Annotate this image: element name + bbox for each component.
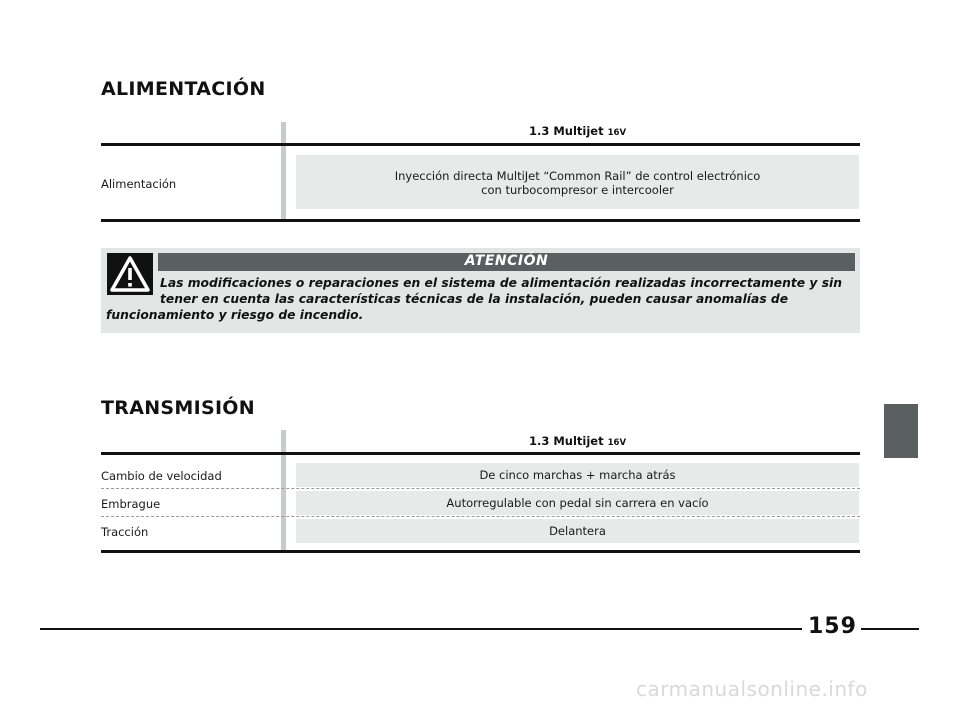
watermark: carmanualsonline.info bbox=[636, 677, 868, 701]
column-header-sub: 16V bbox=[607, 438, 627, 448]
row-label-cambio: Cambio de velocidad bbox=[101, 469, 222, 483]
row-divider bbox=[101, 488, 860, 489]
column-separator bbox=[281, 430, 286, 551]
table-bottom-rule bbox=[101, 219, 860, 222]
chapter-side-tab bbox=[884, 404, 918, 458]
warning-text-line-1: Las modificaciones o reparaciones en el sistema de alimentación realizadas incorrectamente y sin bbox=[160, 276, 842, 290]
row-divider bbox=[101, 516, 860, 517]
row-value-traccion: Delantera bbox=[296, 519, 859, 543]
footer-rule-left bbox=[40, 628, 802, 630]
warning-triangle-icon bbox=[107, 253, 153, 295]
table-bottom-rule bbox=[101, 550, 860, 553]
table-top-rule bbox=[101, 143, 860, 146]
column-header-main: 1.3 Multijet bbox=[528, 434, 604, 448]
row-value-alimentacion bbox=[296, 155, 859, 209]
row-label-traccion: Tracción bbox=[101, 525, 149, 539]
warning-heading: ATENCIÓN bbox=[158, 253, 855, 271]
warning-text-line-3: funcionamiento y riesgo de incendio. bbox=[106, 308, 364, 322]
row-value-line-1: Inyección directa MultiJet “Common Rail” de control electrónico bbox=[394, 169, 761, 183]
row-value-line-2: con turbocompresor e intercooler bbox=[481, 183, 674, 197]
section-title-alimentacion: ALIMENTACIÓN bbox=[101, 78, 266, 100]
section-title-transmision: TRANSMISIÓN bbox=[101, 397, 255, 419]
row-value-cambio: De cinco marchas + marcha atrás bbox=[296, 463, 859, 487]
column-header-sub: 16V bbox=[607, 128, 627, 138]
warning-text-line-2: tener en cuenta las características técnicas de la instalación, pueden causar anomalías de bbox=[160, 292, 789, 306]
column-separator bbox=[281, 122, 286, 219]
column-header-main: 1.3 Multijet bbox=[528, 124, 604, 138]
footer-rule-right bbox=[861, 628, 919, 630]
column-header-transmision bbox=[296, 434, 859, 448]
row-label-alimentacion: Alimentación bbox=[101, 177, 177, 191]
column-header-alimentacion bbox=[296, 124, 859, 138]
row-value-embrague: Autorregulable con pedal sin carrera en vacío bbox=[296, 491, 859, 515]
page-number: 159 bbox=[808, 614, 857, 639]
table-top-rule bbox=[101, 452, 860, 455]
row-label-embrague: Embrague bbox=[101, 497, 161, 511]
